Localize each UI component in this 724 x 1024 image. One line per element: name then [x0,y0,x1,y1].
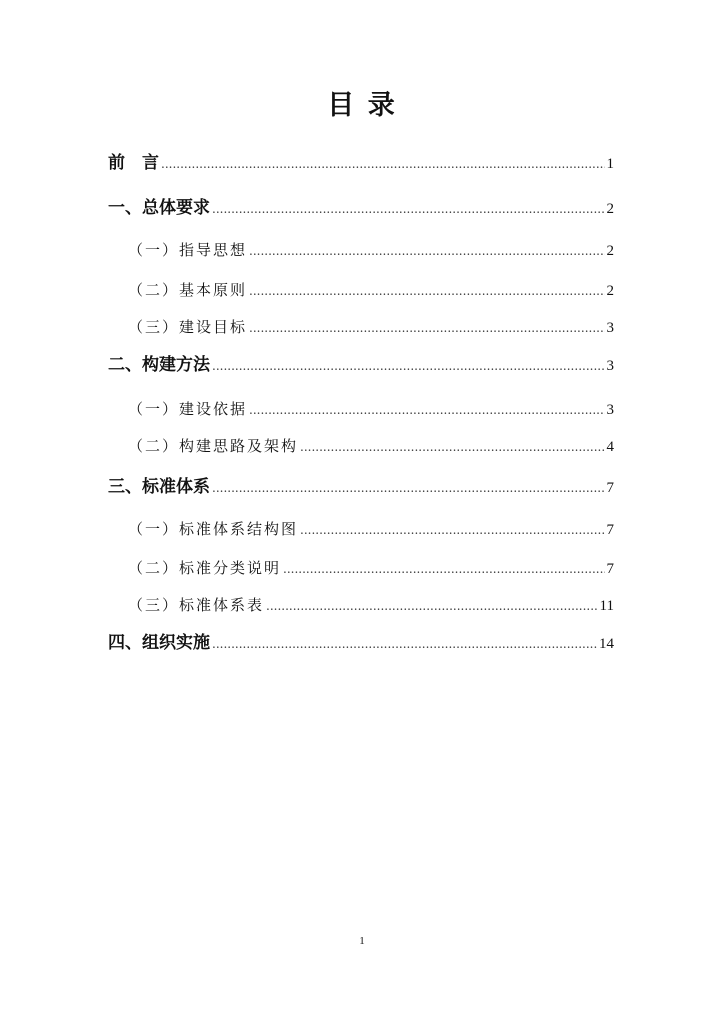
page-title: 目 录 [327,90,397,121]
toc-entry-label: （二）标准分类说明 [128,559,282,577]
toc-leader-dots [249,397,604,423]
toc-leader-dots [283,556,604,582]
toc-entry-label: 三、标准体系 [108,477,210,497]
toc-entry-section-1-1[interactable] [128,237,614,263]
toc-entry-label: 前 言 [108,153,159,173]
footer-page-number: 1 [359,935,365,947]
toc-entry-page: 1 [606,156,614,172]
toc-leader-dots [212,631,597,657]
toc-entry-section-3-1[interactable] [128,516,614,542]
toc-leader-dots [300,517,604,543]
toc-entry-label: （二）基本原则 [128,281,248,299]
toc-entry-section-3-3[interactable] [128,592,614,618]
toc-entry-preface[interactable] [108,150,614,176]
toc-entry-label: （二）构建思路及架构 [128,437,299,455]
toc-entry-section-2-1[interactable] [128,396,614,422]
toc-entry-label: 二、构建方法 [108,355,210,375]
toc-entry-section-3[interactable] [108,474,614,500]
toc-entry-page: 7 [606,561,614,577]
toc-entry-page: 3 [606,402,614,418]
toc-leader-dots [249,315,604,341]
toc-entry-section-1-3[interactable] [128,314,614,340]
toc-entry-section-4[interactable] [108,630,614,656]
toc-entry-page: 11 [599,598,614,614]
toc-leader-dots [212,353,605,379]
toc-entry-page: 2 [606,243,614,259]
toc-entry-page: 3 [606,320,614,336]
toc-entry-section-3-2[interactable] [128,555,614,581]
toc-entry-page: 2 [606,201,614,217]
toc-entry-page: 7 [606,480,614,496]
toc-leader-dots [212,196,605,222]
toc-entry-page: 3 [606,358,614,374]
toc-entry-label: （一）指导思想 [128,241,248,259]
toc-entry-section-2[interactable] [108,352,614,378]
toc-leader-dots [161,151,605,177]
toc-leader-dots [266,593,598,619]
toc-entry-section-1-2[interactable] [128,277,614,303]
toc-entry-page: 14 [599,636,614,652]
toc-entry-label: （三）建设目标 [128,318,248,336]
toc-entry-section-2-2[interactable] [128,433,614,459]
toc-entry-section-1[interactable] [108,195,614,221]
toc-entry-label: 四、组织实施 [108,633,210,653]
toc-leader-dots [249,278,604,304]
toc-entry-label: （三）标准体系表 [128,596,265,614]
toc-leader-dots [212,475,605,501]
toc-entry-page: 2 [606,283,614,299]
toc-leader-dots [249,238,604,264]
toc-entry-label: （一）建设依据 [128,400,248,418]
toc-entry-page: 7 [606,522,614,538]
toc-leader-dots [300,434,604,460]
toc-entry-page: 4 [606,439,614,455]
toc-entry-label: （一）标准体系结构图 [128,520,299,538]
toc-entry-label: 一、总体要求 [108,198,210,218]
